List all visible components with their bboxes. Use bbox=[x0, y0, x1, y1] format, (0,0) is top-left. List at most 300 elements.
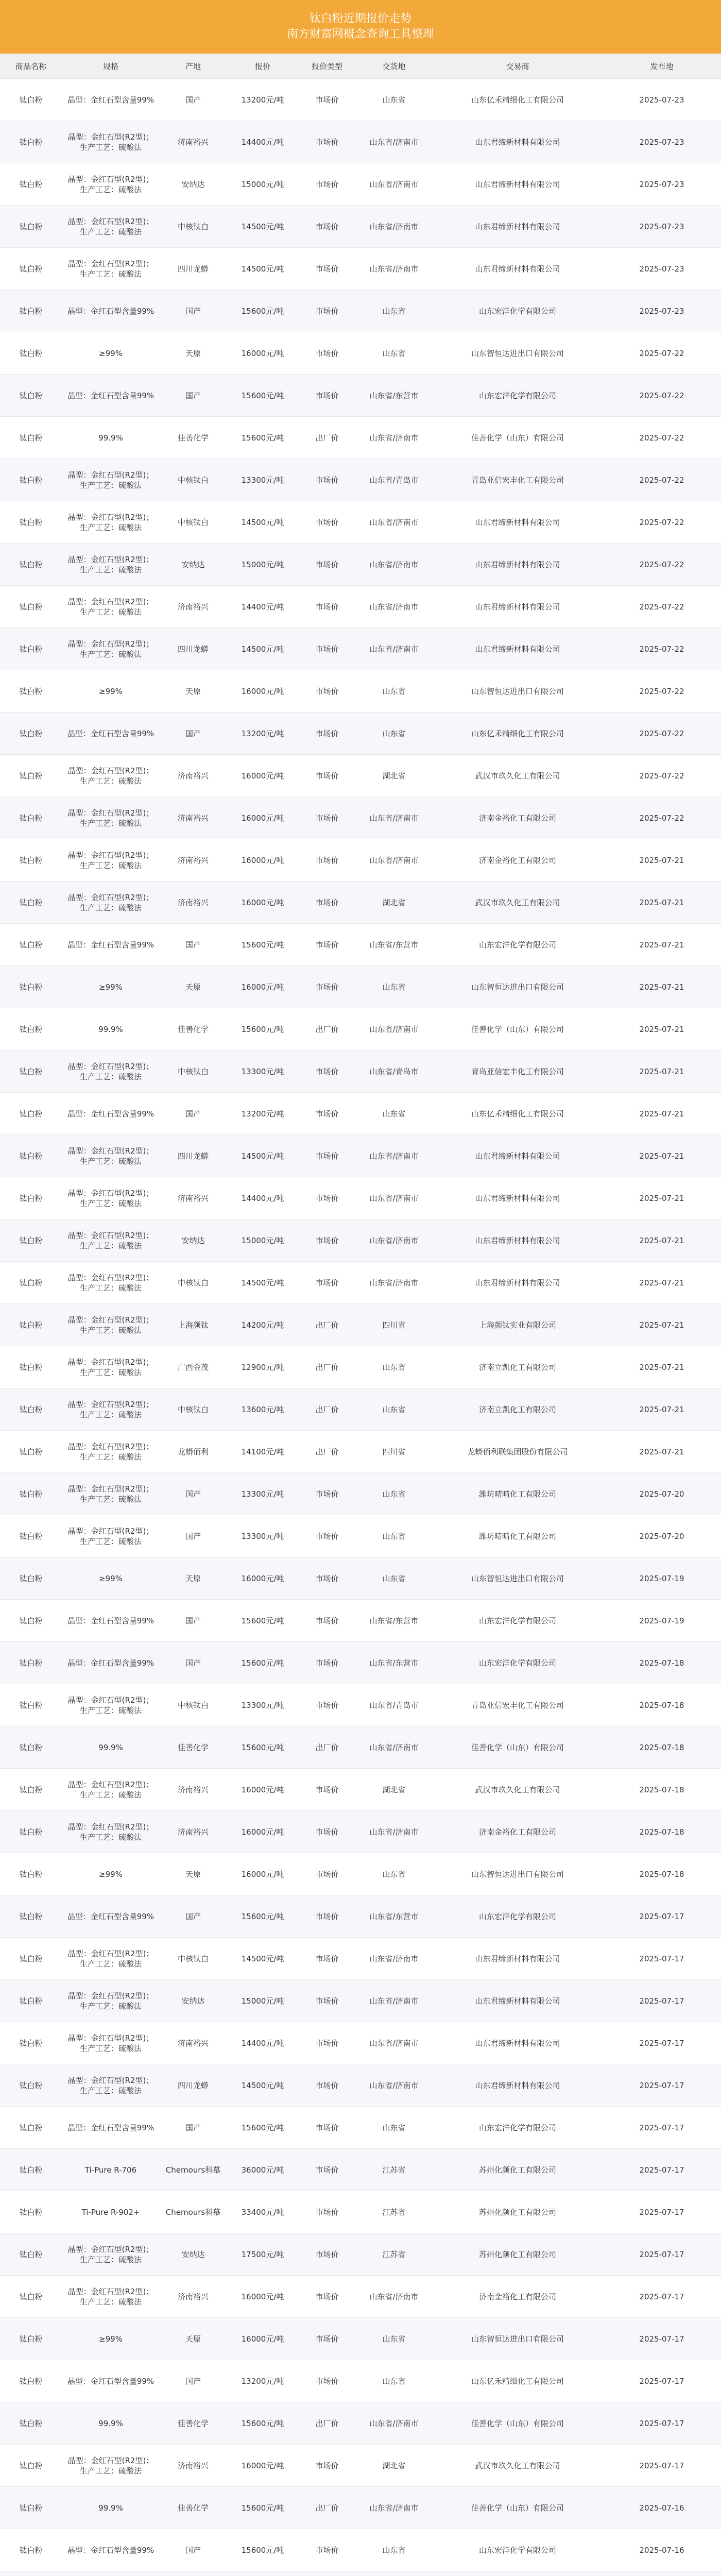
table-cell: 钛白粉 bbox=[0, 2191, 62, 2233]
table-cell: 山东省 bbox=[355, 1853, 433, 1895]
table-cell: 安纳达 bbox=[160, 544, 227, 586]
table-cell: 市场价 bbox=[299, 1938, 355, 1980]
table-cell: 2025-07-23 bbox=[603, 206, 721, 248]
table-cell: 2025-07-21 bbox=[603, 924, 721, 966]
table-cell: 2025-07-17 bbox=[603, 2022, 721, 2064]
table-cell: 佳善化学 bbox=[160, 2402, 227, 2445]
table-row bbox=[0, 1642, 721, 1684]
table-cell: 武汉市玖久化工有限公司 bbox=[433, 755, 603, 797]
table-cell: 钛白粉 bbox=[0, 670, 62, 713]
table-cell: 13200元/吨 bbox=[227, 1093, 299, 1135]
table-cell: 钛白粉 bbox=[0, 882, 62, 924]
table-cell: 钛白粉 bbox=[0, 1135, 62, 1177]
table-cell: 14500元/吨 bbox=[227, 248, 299, 290]
page-title: 钛白粉近期报价走势 bbox=[309, 12, 411, 25]
table-cell: Ti-Pure R-902+ bbox=[62, 2191, 160, 2233]
table-cell: 山东省/济南市 bbox=[355, 1177, 433, 1219]
table-cell: 15600元/吨 bbox=[227, 1600, 299, 1642]
table-row bbox=[0, 2402, 721, 2445]
table-row bbox=[0, 966, 721, 1008]
table-header-row bbox=[0, 54, 721, 79]
table-cell: 市场价 bbox=[299, 501, 355, 544]
table-row bbox=[0, 1769, 721, 1811]
table-row bbox=[0, 797, 721, 839]
table-cell: 钛白粉 bbox=[0, 2107, 62, 2149]
table-row bbox=[0, 1219, 721, 1262]
table-cell: 2025-07-18 bbox=[603, 1726, 721, 1769]
table-row bbox=[0, 628, 721, 670]
table-cell: 天原 bbox=[160, 966, 227, 1008]
table-cell: 钛白粉 bbox=[0, 1093, 62, 1135]
table-row bbox=[0, 2022, 721, 2064]
table-cell: 市场价 bbox=[299, 1515, 355, 1557]
table-cell: 2025-07-22 bbox=[603, 375, 721, 417]
table-cell: 山东省/东营市 bbox=[355, 924, 433, 966]
table-cell: 钛白粉 bbox=[0, 1262, 62, 1304]
table-cell: 2025-07-21 bbox=[603, 1093, 721, 1135]
table-cell: 济南裕兴 bbox=[160, 586, 227, 628]
table-cell: 湖北省 bbox=[355, 2445, 433, 2487]
table-cell: 山东省/青岛市 bbox=[355, 1050, 433, 1093]
table-cell: 安纳达 bbox=[160, 163, 227, 206]
table-cell: 2025-07-17 bbox=[603, 1938, 721, 1980]
table-row bbox=[0, 2064, 721, 2107]
table-cell: 国产 bbox=[160, 1600, 227, 1642]
table-cell: 晶型：金红石型(R2型)；生产工艺：硫酸法 bbox=[62, 1219, 160, 1262]
table-cell: 江苏省 bbox=[355, 2191, 433, 2233]
table-row bbox=[0, 2149, 721, 2191]
table-row bbox=[0, 2360, 721, 2402]
table-cell: 山东亿禾精细化工有限公司 bbox=[433, 1093, 603, 1135]
table-cell: 山东君缔新材料有限公司 bbox=[433, 121, 603, 163]
table-cell: 钛白粉 bbox=[0, 839, 62, 882]
table-cell: 99.9% bbox=[62, 417, 160, 459]
table-cell: 山东宏洋化学有限公司 bbox=[433, 1600, 603, 1642]
table-cell: 99.9% bbox=[62, 2402, 160, 2445]
table-cell: 晶型：金红石型含量99% bbox=[62, 2107, 160, 2149]
table-cell: 钛白粉 bbox=[0, 1980, 62, 2022]
table-cell: 晶型：金红石型(R2型)；生产工艺：硫酸法 bbox=[62, 1135, 160, 1177]
table-cell: 15600元/吨 bbox=[227, 375, 299, 417]
table-cell: 钛白粉 bbox=[0, 1557, 62, 1600]
table-cell: 2025-07-22 bbox=[603, 459, 721, 501]
table-cell: 晶型：金红石型(R2型)；生产工艺：硫酸法 bbox=[62, 544, 160, 586]
table-row bbox=[0, 544, 721, 586]
table-cell: 市场价 bbox=[299, 1262, 355, 1304]
table-row bbox=[0, 1050, 721, 1093]
table-cell: 晶型：金红石型(R2型)；生产工艺：硫酸法 bbox=[62, 1515, 160, 1557]
table-cell: ≥99% bbox=[62, 332, 160, 375]
table-cell: 晶型：金红石型含量99% bbox=[62, 924, 160, 966]
table-cell: 国产 bbox=[160, 79, 227, 121]
table-cell: 2025-07-17 bbox=[603, 2445, 721, 2487]
table-cell: 钛白粉 bbox=[0, 1346, 62, 1388]
table-row bbox=[0, 2487, 721, 2529]
table-cell: 晶型：金红石型(R2型)；生产工艺：硫酸法 bbox=[62, 1346, 160, 1388]
table-cell: 15600元/吨 bbox=[227, 1008, 299, 1050]
table-cell: ≥99% bbox=[62, 670, 160, 713]
table-cell: 2025-07-22 bbox=[603, 544, 721, 586]
table-row bbox=[0, 1304, 721, 1346]
table-cell: 16000元/吨 bbox=[227, 797, 299, 839]
table-cell: 市场价 bbox=[299, 79, 355, 121]
table-cell: 晶型：金红石型(R2型)；生产工艺：硫酸法 bbox=[62, 1473, 160, 1515]
table-cell: 2025-07-22 bbox=[603, 755, 721, 797]
table-cell: 14500元/吨 bbox=[227, 206, 299, 248]
table-cell: 市场价 bbox=[299, 1600, 355, 1642]
table-cell: 钛白粉 bbox=[0, 1304, 62, 1346]
table-cell: 山东君缔新材料有限公司 bbox=[433, 163, 603, 206]
table-cell: 青岛亚信宏丰化工有限公司 bbox=[433, 1684, 603, 1726]
table-cell: 佳善化学（山东）有限公司 bbox=[433, 2402, 603, 2445]
table-cell: 山东君缔新材料有限公司 bbox=[433, 248, 603, 290]
table-cell: 出厂价 bbox=[299, 1388, 355, 1431]
table-row bbox=[0, 713, 721, 755]
table-cell: 山东智恒达进出口有限公司 bbox=[433, 1557, 603, 1600]
table-cell: 2025-07-21 bbox=[603, 1135, 721, 1177]
table-cell: 市场价 bbox=[299, 1557, 355, 1600]
table-cell: 99.9% bbox=[62, 1008, 160, 1050]
table-cell: 上海颜钛实业有限公司 bbox=[433, 1304, 603, 1346]
table-cell: 山东省 bbox=[355, 332, 433, 375]
table-cell: 市场价 bbox=[299, 290, 355, 332]
table-cell: 14400元/吨 bbox=[227, 1177, 299, 1219]
table-cell: 山东省 bbox=[355, 1388, 433, 1431]
table-cell: 2025-07-22 bbox=[603, 628, 721, 670]
table-cell: 市场价 bbox=[299, 713, 355, 755]
table-cell: 中核钛白 bbox=[160, 501, 227, 544]
table-cell: 钛白粉 bbox=[0, 1177, 62, 1219]
table-cell: 山东省/济南市 bbox=[355, 163, 433, 206]
table-cell: 国产 bbox=[160, 2360, 227, 2402]
table-cell: 山东省/济南市 bbox=[355, 1008, 433, 1050]
table-cell: 安纳达 bbox=[160, 1980, 227, 2022]
table-cell: 2025-07-21 bbox=[603, 1177, 721, 1219]
table-cell: 市场价 bbox=[299, 1642, 355, 1684]
table-cell: ≥99% bbox=[62, 2318, 160, 2360]
table-cell: 2025-07-17 bbox=[603, 1980, 721, 2022]
table-row bbox=[0, 1726, 721, 1769]
table-cell: 钛白粉 bbox=[0, 375, 62, 417]
table-cell: 市场价 bbox=[299, 1811, 355, 1853]
table-cell: 四川龙蟒 bbox=[160, 248, 227, 290]
table-cell: 济南裕兴 bbox=[160, 839, 227, 882]
table-cell: 山东智恒达进出口有限公司 bbox=[433, 2318, 603, 2360]
table-cell: 16000元/吨 bbox=[227, 1769, 299, 1811]
table-cell: 15600元/吨 bbox=[227, 1642, 299, 1684]
table-row bbox=[0, 2571, 721, 2576]
table-cell: 2025-07-23 bbox=[603, 121, 721, 163]
table-cell: Chemours科慕 bbox=[160, 2191, 227, 2233]
table-cell: 山东亿禾精细化工有限公司 bbox=[433, 2360, 603, 2402]
table-cell: 山东省 bbox=[355, 1346, 433, 1388]
table-cell: 佳善化学（山东）有限公司 bbox=[433, 417, 603, 459]
table-cell: 2025-07-21 bbox=[603, 1388, 721, 1431]
table-cell: 晶型：金红石型(R2型)；生产工艺：硫酸法 bbox=[62, 2064, 160, 2107]
table-cell: 山东省/济南市 bbox=[355, 797, 433, 839]
table-cell: 市场价 bbox=[299, 2233, 355, 2276]
table-cell: 2025-07-17 bbox=[603, 1895, 721, 1938]
table-cell: 中核钛白 bbox=[160, 1262, 227, 1304]
table-cell: 14500元/吨 bbox=[227, 1938, 299, 1980]
table-cell: 龙蟒佰利 bbox=[160, 1431, 227, 1473]
table-row bbox=[0, 163, 721, 206]
table-cell: 出厂价 bbox=[299, 1726, 355, 1769]
table-cell: 2025-07-21 bbox=[603, 966, 721, 1008]
table-cell: 山东省/济南市 bbox=[355, 628, 433, 670]
table-cell: 济南裕兴 bbox=[160, 1177, 227, 1219]
table-cell: 山东君缔新材料有限公司 bbox=[433, 1135, 603, 1177]
table-cell: 13300元/吨 bbox=[227, 1684, 299, 1726]
table-cell: 晶型：金红石型(R2型)；生产工艺：硫酸法 bbox=[62, 121, 160, 163]
table-cell: 上海颜钛 bbox=[160, 1304, 227, 1346]
table-cell: 济南裕兴 bbox=[160, 755, 227, 797]
table-cell: 晶型：金红石型(R2型)；生产工艺：硫酸法 bbox=[62, 1388, 160, 1431]
table-cell: 钛白粉 bbox=[0, 1515, 62, 1557]
table-cell: 国产 bbox=[160, 713, 227, 755]
table-cell: 湖北省 bbox=[355, 882, 433, 924]
table-cell: 钛白粉 bbox=[0, 1473, 62, 1515]
table-cell: 山东省/济南市 bbox=[355, 501, 433, 544]
table-cell: 2025-07-22 bbox=[603, 797, 721, 839]
table-cell: 13600元/吨 bbox=[227, 1388, 299, 1431]
table-cell: 市场价 bbox=[299, 2529, 355, 2571]
table-cell: 14500元/吨 bbox=[227, 628, 299, 670]
table-cell: 13300元/吨 bbox=[227, 459, 299, 501]
table-cell: 市场价 bbox=[299, 1769, 355, 1811]
table-cell: 14400元/吨 bbox=[227, 121, 299, 163]
table-cell: 山东省 bbox=[355, 1093, 433, 1135]
table-cell: 钛白粉 bbox=[0, 79, 62, 121]
table-cell: 四川龙蟒 bbox=[160, 2064, 227, 2107]
table-cell: 2025-07-16 bbox=[603, 2529, 721, 2571]
table-cell bbox=[160, 2571, 227, 2576]
table-row bbox=[0, 1388, 721, 1431]
column-header: 商品名称 bbox=[0, 54, 62, 79]
table-cell: 16000元/吨 bbox=[227, 670, 299, 713]
table-cell: 市场价 bbox=[299, 882, 355, 924]
table-cell: 出厂价 bbox=[299, 1346, 355, 1388]
table-cell: 钛白粉 bbox=[0, 966, 62, 1008]
table-cell: 市场价 bbox=[299, 2445, 355, 2487]
table-cell: 山东省/济南市 bbox=[355, 2276, 433, 2318]
table-cell: 江苏省 bbox=[355, 2233, 433, 2276]
table-cell: 99.9% bbox=[62, 1726, 160, 1769]
table-cell: 钛白粉 bbox=[0, 459, 62, 501]
table-cell: 出厂价 bbox=[299, 1431, 355, 1473]
table-cell: 国产 bbox=[160, 1642, 227, 1684]
table-cell: 2025-07-22 bbox=[603, 586, 721, 628]
table-cell: 钛白粉 bbox=[0, 206, 62, 248]
table-cell: 钛白粉 bbox=[0, 1008, 62, 1050]
table-cell: 江苏省 bbox=[355, 2149, 433, 2191]
table-row bbox=[0, 882, 721, 924]
table-cell: 钛白粉 bbox=[0, 2233, 62, 2276]
table-cell: 钛白粉 bbox=[0, 1726, 62, 1769]
table-row bbox=[0, 1853, 721, 1895]
table-cell: 2025-07-16 bbox=[603, 2487, 721, 2529]
table-cell: 市场价 bbox=[299, 2360, 355, 2402]
table-cell: 晶型：金红石型含量99% bbox=[62, 1642, 160, 1684]
table-cell: 市场价 bbox=[299, 1895, 355, 1938]
table-cell: 2025-07-17 bbox=[603, 2064, 721, 2107]
table-cell: 2025-07-18 bbox=[603, 1853, 721, 1895]
table-cell: 佳善化学 bbox=[160, 417, 227, 459]
table-cell: 市场价 bbox=[299, 1093, 355, 1135]
column-header: 交易商 bbox=[433, 54, 603, 79]
table-cell: 济南立凯化工有限公司 bbox=[433, 1388, 603, 1431]
table-row bbox=[0, 1811, 721, 1853]
table-cell: 晶型：金红石型(R2型)；生产工艺：硫酸法 bbox=[62, 2022, 160, 2064]
table-cell: 山东省/济南市 bbox=[355, 2402, 433, 2445]
table-cell: 山东宏洋化学有限公司 bbox=[433, 1642, 603, 1684]
table-cell: 晶型：金红石型(R2型)；生产工艺：硫酸法 bbox=[62, 1177, 160, 1219]
page-subtitle: 南方财富网概念查询工具整理 bbox=[286, 28, 434, 41]
table-cell: 17500元/吨 bbox=[227, 2233, 299, 2276]
table-cell: 15600元/吨 bbox=[227, 2529, 299, 2571]
table-cell bbox=[62, 2571, 160, 2576]
table-cell: 15000元/吨 bbox=[227, 1980, 299, 2022]
table-cell: 山东省/东营市 bbox=[355, 1600, 433, 1642]
table-row bbox=[0, 459, 721, 501]
table-cell bbox=[227, 2571, 299, 2576]
table-cell: 中核钛白 bbox=[160, 1684, 227, 1726]
table-cell: 2025-07-17 bbox=[603, 2402, 721, 2445]
table-cell: 山东君缔新材料有限公司 bbox=[433, 628, 603, 670]
table-cell: 市场价 bbox=[299, 966, 355, 1008]
table-cell: 武汉市玖久化工有限公司 bbox=[433, 882, 603, 924]
table-cell: 晶型：金红石型(R2型)；生产工艺：硫酸法 bbox=[62, 206, 160, 248]
table-cell: 四川龙蟒 bbox=[160, 628, 227, 670]
table-cell: 钛白粉 bbox=[0, 1642, 62, 1684]
table-cell: 晶型：金红石型(R2型)；生产工艺：硫酸法 bbox=[62, 501, 160, 544]
table-row bbox=[0, 839, 721, 882]
table-cell: 四川省 bbox=[355, 1431, 433, 1473]
table-cell: 市场价 bbox=[299, 544, 355, 586]
table-cell: Ti-Pure R-706 bbox=[62, 2149, 160, 2191]
table-cell: 2025-07-23 bbox=[603, 290, 721, 332]
table-cell: 14500元/吨 bbox=[227, 501, 299, 544]
table-cell: 晶型：金红石型(R2型)；生产工艺：硫酸法 bbox=[62, 2233, 160, 2276]
table-cell: 2025-07-17 bbox=[603, 2318, 721, 2360]
table-cell: 晶型：金红石型(R2型)；生产工艺：硫酸法 bbox=[62, 163, 160, 206]
table-cell: 济南金裕化工有限公司 bbox=[433, 797, 603, 839]
table-cell: 国产 bbox=[160, 1895, 227, 1938]
table-cell: 晶型：金红石型(R2型)；生产工艺：硫酸法 bbox=[62, 1811, 160, 1853]
table-cell: 济南裕兴 bbox=[160, 1769, 227, 1811]
table-cell: 市场价 bbox=[299, 2022, 355, 2064]
column-header: 产地 bbox=[160, 54, 227, 79]
table-cell: 14500元/吨 bbox=[227, 2064, 299, 2107]
table-cell: 2025-07-21 bbox=[603, 882, 721, 924]
table-cell: 山东省/东营市 bbox=[355, 1895, 433, 1938]
table-row bbox=[0, 332, 721, 375]
table-row bbox=[0, 2276, 721, 2318]
table-cell: 山东君缔新材料有限公司 bbox=[433, 1980, 603, 2022]
table-cell: 出厂价 bbox=[299, 2487, 355, 2529]
table-cell: 2025-07-22 bbox=[603, 332, 721, 375]
table-cell: 15600元/吨 bbox=[227, 2402, 299, 2445]
table-cell: ≥99% bbox=[62, 1557, 160, 1600]
table-cell: 市场价 bbox=[299, 628, 355, 670]
table-cell: 2025-07-21 bbox=[603, 1050, 721, 1093]
table-cell: 钛白粉 bbox=[0, 1895, 62, 1938]
table-cell: 中核钛白 bbox=[160, 206, 227, 248]
table-cell: 钛白粉 bbox=[0, 2402, 62, 2445]
table-cell: 山东省/济南市 bbox=[355, 248, 433, 290]
table-cell: 晶型：金红石型含量99% bbox=[62, 713, 160, 755]
table-cell: 钛白粉 bbox=[0, 797, 62, 839]
table-cell: 市场价 bbox=[299, 586, 355, 628]
table-cell: 山东省 bbox=[355, 966, 433, 1008]
table-cell: 天原 bbox=[160, 1853, 227, 1895]
table-cell: 15000元/吨 bbox=[227, 163, 299, 206]
table-cell: 2025-07-17 bbox=[603, 2149, 721, 2191]
table-cell: 山东君缔新材料有限公司 bbox=[433, 1177, 603, 1219]
table-cell: 2025-07-23 bbox=[603, 79, 721, 121]
table-cell: 佳善化学 bbox=[160, 1008, 227, 1050]
table-cell: 16000元/吨 bbox=[227, 966, 299, 1008]
table-cell: 山东省/济南市 bbox=[355, 2487, 433, 2529]
column-header: 报价类型 bbox=[299, 54, 355, 79]
table-cell: 市场价 bbox=[299, 797, 355, 839]
table-cell: 市场价 bbox=[299, 1219, 355, 1262]
table-cell: 潍坊晴晴化工有限公司 bbox=[433, 1473, 603, 1515]
table-row bbox=[0, 670, 721, 713]
table-cell: 山东省/济南市 bbox=[355, 1938, 433, 1980]
table-cell: 山东省 bbox=[355, 2529, 433, 2571]
table-cell: 钛白粉 bbox=[0, 1600, 62, 1642]
table-cell: 15000元/吨 bbox=[227, 544, 299, 586]
table-cell: 山东君缔新材料有限公司 bbox=[433, 206, 603, 248]
table-cell: 济南裕兴 bbox=[160, 2276, 227, 2318]
table-cell: 佳善化学 bbox=[160, 1726, 227, 1769]
table-cell: 钛白粉 bbox=[0, 2318, 62, 2360]
table-cell: 2025-07-22 bbox=[603, 670, 721, 713]
table-cell: 山东省 bbox=[355, 670, 433, 713]
table-cell: 99.9% bbox=[62, 2487, 160, 2529]
table-cell: 晶型：金红石型(R2型)；生产工艺：硫酸法 bbox=[62, 882, 160, 924]
table-cell: 山东省/济南市 bbox=[355, 1135, 433, 1177]
table-cell: 湖北省 bbox=[355, 755, 433, 797]
column-header: 发布地 bbox=[603, 54, 721, 79]
table-cell: 山东省 bbox=[355, 79, 433, 121]
table-cell: 市场价 bbox=[299, 2149, 355, 2191]
table-cell: 钛白粉 bbox=[0, 1219, 62, 1262]
table-cell: 晶型：金红石型(R2型)；生产工艺：硫酸法 bbox=[62, 1684, 160, 1726]
table-cell: 钛白粉 bbox=[0, 1938, 62, 1980]
table-cell: 钛白粉 bbox=[0, 755, 62, 797]
table-cell: 山东省 bbox=[355, 1473, 433, 1515]
column-header: 规格 bbox=[62, 54, 160, 79]
table-cell: 国产 bbox=[160, 1093, 227, 1135]
table-cell: 钛白粉 bbox=[0, 2149, 62, 2191]
table-cell: 15600元/吨 bbox=[227, 1895, 299, 1938]
table-cell: 山东智恒达进出口有限公司 bbox=[433, 966, 603, 1008]
table-cell: 佳善化学（山东）有限公司 bbox=[433, 1008, 603, 1050]
table-cell: 出厂价 bbox=[299, 417, 355, 459]
table-cell: 市场价 bbox=[299, 1853, 355, 1895]
table-cell: 2025-07-17 bbox=[603, 2107, 721, 2149]
table-cell: 钛白粉 bbox=[0, 2529, 62, 2571]
table-cell: 山东省 bbox=[355, 1515, 433, 1557]
table-cell: 山东智恒达进出口有限公司 bbox=[433, 332, 603, 375]
table-cell: 2025-07-21 bbox=[603, 839, 721, 882]
table-row bbox=[0, 1515, 721, 1557]
table-cell: 钛白粉 bbox=[0, 1050, 62, 1093]
table-cell: 2025-07-22 bbox=[603, 501, 721, 544]
table-row bbox=[0, 1473, 721, 1515]
